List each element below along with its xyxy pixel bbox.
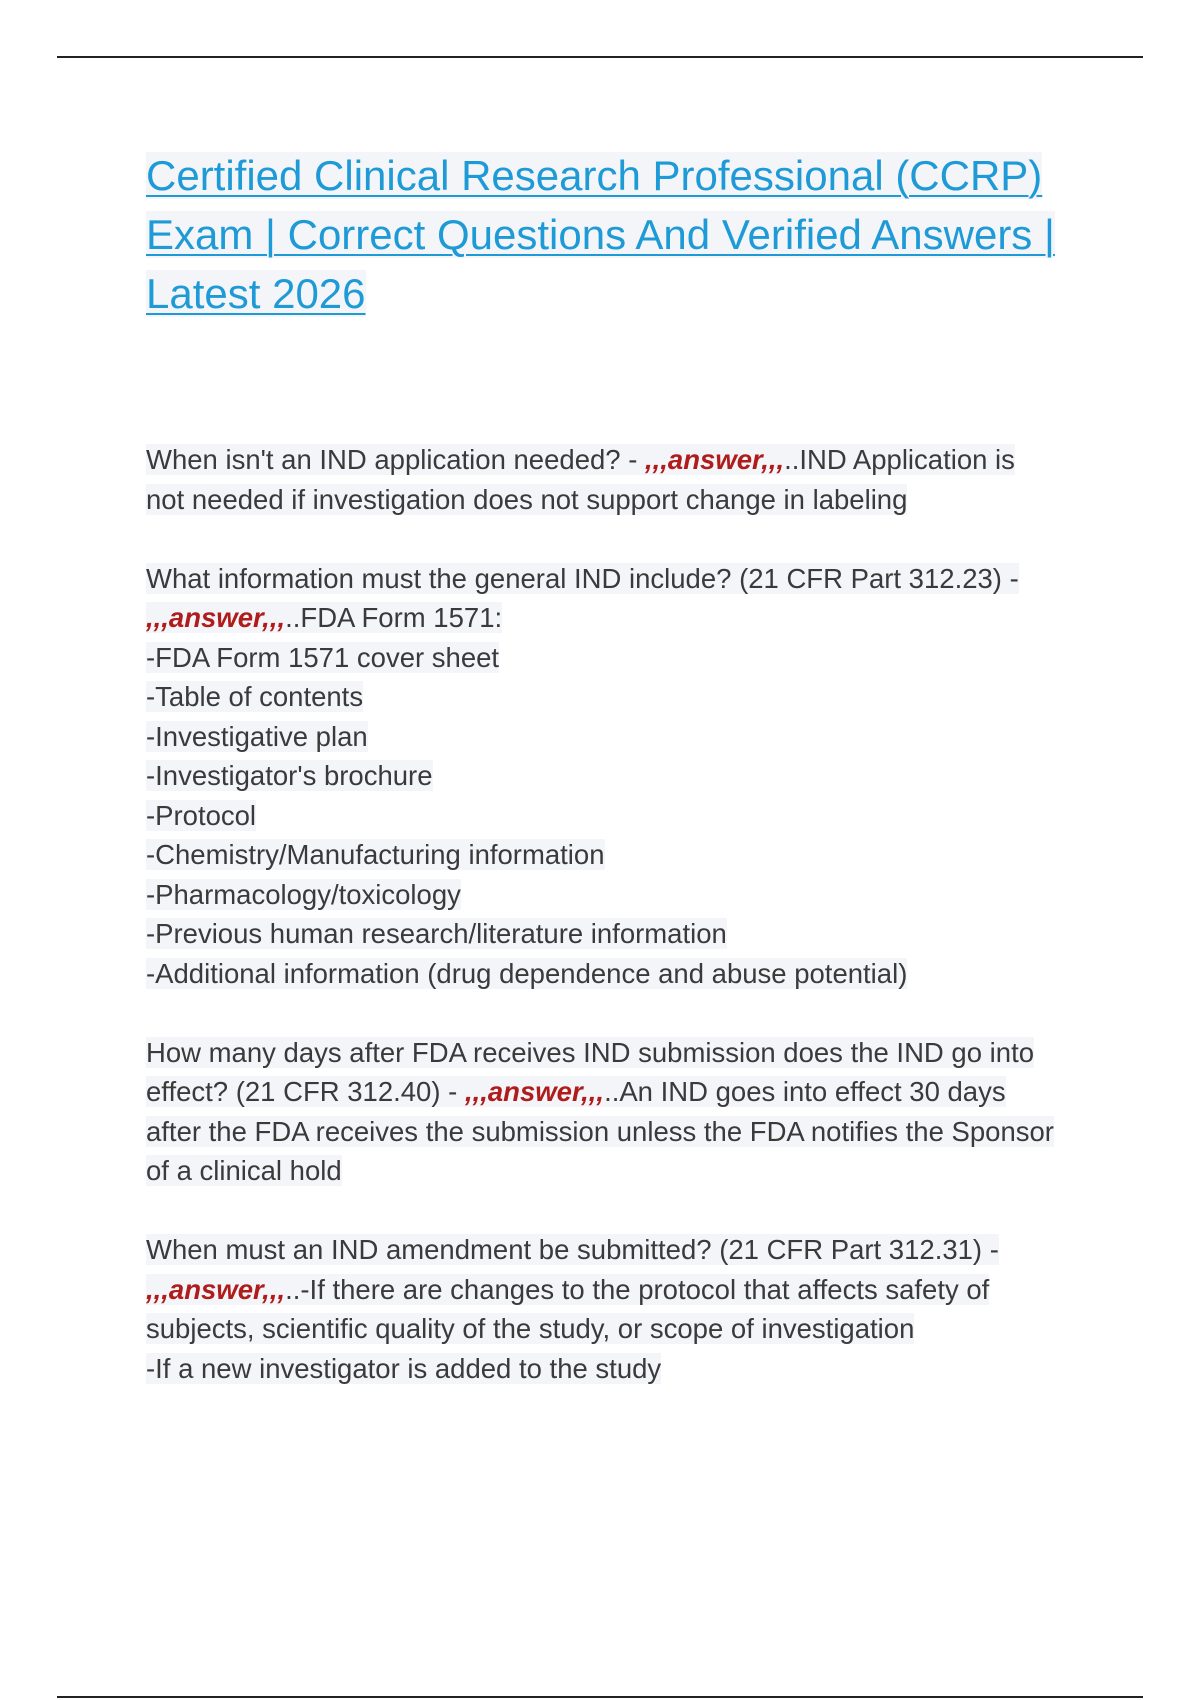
document-title-link[interactable]: Certified Clinical Research Professional (CCRP) Exam | Correct Questions And Verified Answers | Latest 2026 <box>146 152 1055 317</box>
qa-item <box>146 559 1106 994</box>
question-line: What information must the general IND include? (21 CFR Part 312.23) - <box>146 562 1019 594</box>
answer-line: subjects, scientific quality of the study, or scope of investigation <box>146 1313 915 1344</box>
qa-item <box>146 1033 1106 1191</box>
qa-list <box>146 440 1106 1428</box>
answer-line: -Protocol <box>146 799 257 831</box>
answer-line: -Table of contents <box>146 681 364 712</box>
answer-line: -Investigator's brochure <box>146 760 433 791</box>
answer-text: ..An IND goes into effect 30 days <box>604 1076 1006 1107</box>
answer-marker: ,,,answer,,, <box>146 602 286 633</box>
answer-text: ..IND Application is <box>784 444 1015 475</box>
answer-line: not needed if investigation does not support change in labeling <box>146 483 908 515</box>
answer-line <box>146 1270 1106 1310</box>
answer-line: -Previous human research/literature information <box>146 918 727 949</box>
answer-line <box>146 598 1106 638</box>
answer-line: of a clinical hold <box>146 1155 342 1186</box>
answer-line: -Chemistry/Manufacturing information <box>146 839 605 870</box>
document-title[interactable] <box>146 146 1086 323</box>
qa-item <box>146 1230 1106 1388</box>
answer-text: ..-If there are changes to the protocol that affects safety of <box>285 1273 990 1305</box>
answer-marker: ,,,answer,,, <box>146 1273 286 1305</box>
question-line: When isn't an IND application needed? - ,,,answer,,,..IND Application is <box>146 444 1015 475</box>
question-line: effect? (21 CFR 312.40) - ,,,answer,,,..An IND goes into effect 30 days <box>146 1076 1006 1107</box>
footer-rule <box>57 1696 1143 1698</box>
answer-text: ..FDA Form 1571: <box>285 602 503 633</box>
answer-line: -If a new investigator is added to the study <box>146 1352 662 1384</box>
answer-line: after the FDA receives the submission unless the FDA notifies the Sponsor <box>146 1115 1054 1147</box>
answer-line: -FDA Form 1571 cover sheet <box>146 641 500 673</box>
answer-line: -Investigative plan <box>146 720 368 752</box>
qa-item <box>146 440 1106 519</box>
answer-line: -Additional information (drug dependence and abuse potential) <box>146 957 908 989</box>
question-line: How many days after FDA receives IND submission does the IND go into <box>146 1036 1035 1068</box>
answer-marker: ,,,answer,,, <box>464 1076 605 1107</box>
answer-line: -Pharmacology/toxicology <box>146 878 461 910</box>
answer-marker: ,,,answer,,, <box>645 444 785 475</box>
question-line: When must an IND amendment be submitted? (21 CFR Part 312.31) - <box>146 1234 999 1265</box>
header-rule <box>57 56 1143 58</box>
